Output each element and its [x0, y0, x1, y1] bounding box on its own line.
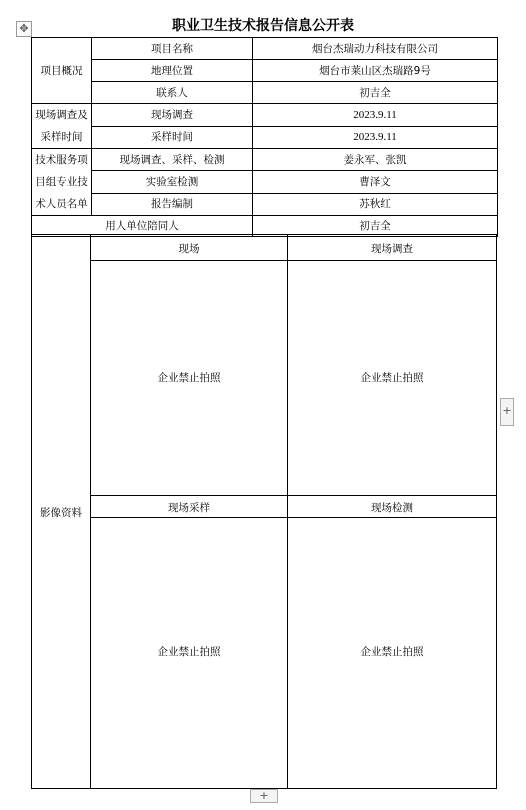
- image-section: [31, 234, 497, 789]
- section-survey-line: 现场调查及: [35, 109, 88, 121]
- section-project-overview: 项目概况: [32, 38, 92, 104]
- label-companion: 用人单位陪同人: [32, 216, 253, 237]
- label-survey: 现场调查: [92, 104, 253, 127]
- section-team-line: 技术服务项: [35, 154, 88, 166]
- section-survey: [32, 104, 92, 149]
- add-row-button[interactable]: +: [250, 789, 278, 803]
- value-lab[interactable]: 曹泽文: [253, 171, 498, 193]
- table-move-handle[interactable]: ✥: [16, 21, 32, 37]
- value-companion[interactable]: 初吉全: [253, 216, 498, 237]
- label-lab: 实验室检测: [92, 171, 253, 193]
- label-sampling: 采样时间: [92, 126, 253, 149]
- value-project-name[interactable]: 烟台杰瑞动力科技有限公司: [253, 38, 498, 60]
- add-column-button[interactable]: +: [500, 398, 514, 426]
- value-field-work[interactable]: 姜永军、张凯: [253, 149, 498, 171]
- value-survey-date[interactable]: 2023.9.11: [253, 104, 498, 127]
- section-survey-line: 采样时间: [40, 131, 83, 143]
- photo-note: 企业禁止拍照: [157, 372, 221, 384]
- caption-site: 现场: [178, 243, 200, 255]
- caption-sampling: 现场采样: [168, 502, 210, 514]
- photo-note: 企业禁止拍照: [360, 372, 424, 384]
- photo-note: 企业禁止拍照: [360, 646, 424, 658]
- section-team-line: 术人员名单: [35, 198, 88, 210]
- caption-testing: 现场检测: [371, 502, 413, 514]
- section-team: [32, 149, 92, 216]
- label-field-work: 现场调查、采样、检测: [92, 149, 253, 171]
- caption-survey: 现场调查: [371, 243, 413, 255]
- label-project-name: 项目名称: [92, 38, 253, 60]
- section-team-line: 目组专业技: [35, 176, 88, 188]
- page-title: 职业卫生技术报告信息公开表: [172, 18, 354, 34]
- value-contact[interactable]: 初吉全: [253, 82, 498, 104]
- label-contact: 联系人: [92, 82, 253, 104]
- section-images: 影像资料: [40, 507, 82, 519]
- label-location: 地理位置: [92, 60, 253, 82]
- value-report[interactable]: 苏秋红: [253, 193, 498, 215]
- value-sampling-date[interactable]: 2023.9.11: [253, 126, 498, 149]
- value-location[interactable]: 烟台市莱山区杰瑞路9号: [253, 60, 498, 82]
- info-table: [31, 37, 498, 237]
- photo-note: 企业禁止拍照: [157, 646, 221, 658]
- label-report: 报告编制: [92, 193, 253, 215]
